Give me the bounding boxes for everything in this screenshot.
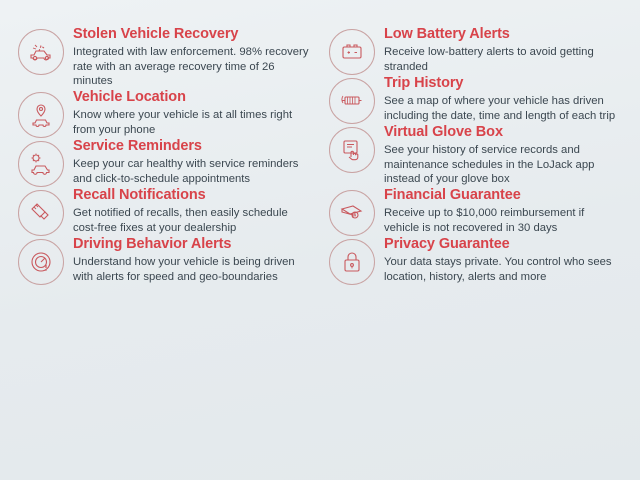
driving-behavior-alerts-icon	[18, 239, 64, 285]
feature-title: Driving Behavior Alerts	[73, 236, 232, 253]
recall-notifications-icon	[18, 190, 64, 236]
financial-guarantee-icon	[329, 190, 375, 236]
feature-title: Low Battery Alerts	[384, 26, 510, 42]
feature-virtual-glove-box	[327, 124, 622, 187]
feature-stolen-vehicle-recovery	[18, 26, 313, 89]
stolen-vehicle-recovery-icon	[18, 29, 64, 75]
feature-privacy-guarantee	[327, 236, 622, 285]
service-reminders-icon	[18, 141, 64, 187]
trip-history-icon	[329, 78, 375, 124]
feature-description: Keep your car healthy with service reminders and click-to-schedule appointments	[73, 158, 299, 185]
low-battery-alerts-icon	[329, 29, 375, 75]
feature-title: Recall Notifications	[73, 187, 206, 204]
feature-recall-notifications	[18, 187, 313, 236]
feature-title: Virtual Glove Box	[384, 124, 503, 140]
feature-financial-guarantee	[327, 187, 622, 236]
feature-description: Get notified of recalls, then easily schedule cost-free fixes at your dealership	[73, 207, 288, 234]
feature-text	[73, 187, 313, 235]
feature-description: Receive up to $10,000 reimbursement if vehicle is not recovered in 30 days	[384, 207, 585, 234]
feature-description: Know where your vehicle is at all times right from your phone	[73, 109, 293, 136]
feature-vehicle-location	[18, 89, 313, 138]
vehicle-location-icon	[18, 92, 64, 138]
feature-description: Your data stays private. You control who sees location, history, alerts and more	[384, 256, 612, 283]
virtual-glove-box-icon	[329, 127, 375, 173]
feature-title: Service Reminders	[73, 138, 202, 155]
feature-title: Vehicle Location	[73, 89, 186, 106]
feature-text	[73, 236, 313, 284]
feature-text	[73, 26, 313, 89]
feature-description: Understand how your vehicle is being driven with alerts for speed and geo-boundaries	[73, 256, 295, 283]
feature-text	[384, 75, 622, 123]
feature-title: Financial Guarantee	[384, 187, 521, 204]
feature-grid	[18, 26, 622, 462]
left-column	[18, 26, 313, 285]
feature-description: See a map of where your vehicle has driven including the date, time and length of each trip	[384, 94, 616, 122]
feature-title: Trip History	[384, 75, 464, 91]
feature-text	[73, 89, 313, 137]
feature-title: Privacy Guarantee	[384, 236, 510, 253]
feature-text	[384, 236, 622, 284]
feature-driving-behavior-alerts	[18, 236, 313, 285]
feature-text	[73, 138, 313, 186]
feature-text	[384, 187, 622, 235]
right-column	[327, 26, 622, 285]
feature-service-reminders	[18, 138, 313, 187]
feature-description: Integrated with law enforcement. 98% recovery rate with an average recovery time of 26 minutes	[73, 45, 309, 88]
feature-text	[384, 26, 622, 74]
feature-trip-history	[327, 75, 622, 124]
privacy-guarantee-icon	[329, 239, 375, 285]
feature-description: Receive low-battery alerts to avoid getting stranded	[384, 45, 594, 73]
feature-text	[384, 124, 622, 187]
feature-description: See your history of service records and maintenance schedules in the LoJack app instead of your glove box	[384, 143, 595, 186]
feature-title: Stolen Vehicle Recovery	[73, 26, 239, 42]
feature-low-battery-alerts	[327, 26, 622, 75]
